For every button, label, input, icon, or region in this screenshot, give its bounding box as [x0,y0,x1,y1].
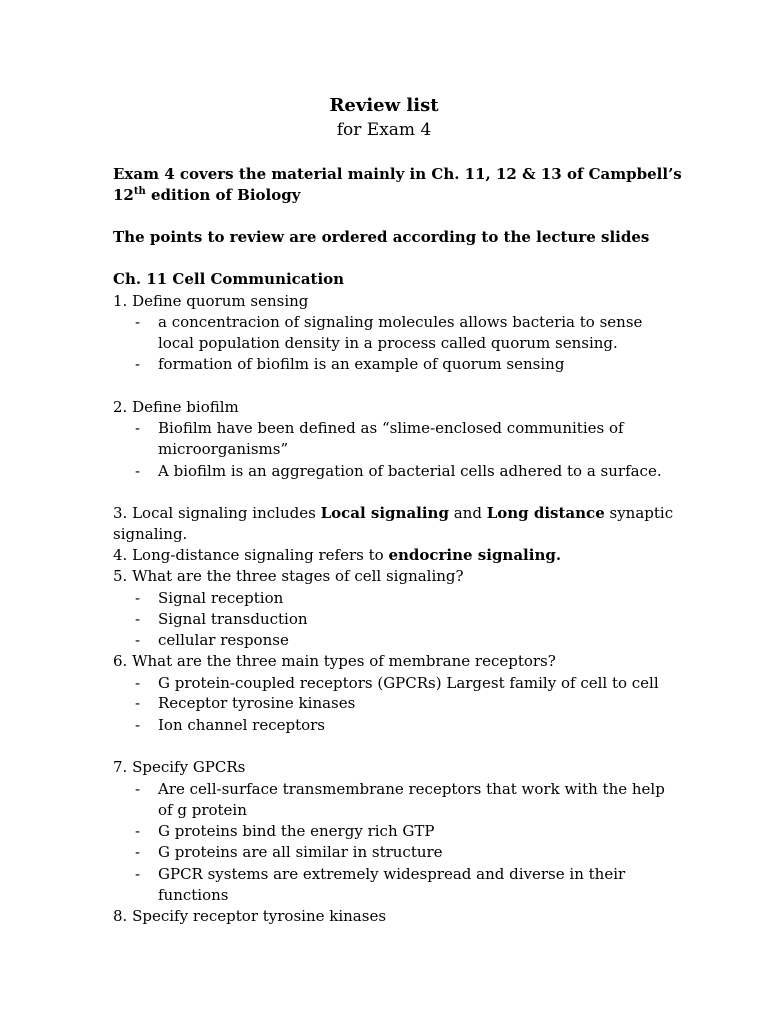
question-2-title: 2. Define biofilm [113,398,239,416]
q7-bullet-1-line-1: Are cell-surface transmembrane receptors that work with the help [158,780,665,798]
q6-bullet-2: Receptor tyrosine kinases [158,694,356,712]
edition-number: 12 [113,186,134,204]
question-3-line-1 [113,503,673,524]
edition-suffix: th [133,186,146,197]
q2-bullet-2: A biofilm is an aggregation of bacterial cells adhered to a surface. [158,462,662,480]
q4-bold-endocrine: endocrine signaling. [388,546,562,564]
q2-bullet-1-line-1: Biofilm have been defined as “slime-enclosed communities of [158,419,624,437]
question-7-title: 7. Specify GPCRs [113,758,246,776]
q7-bullet-1-line-2: of g protein [158,801,247,819]
question-3-line-2: signaling. [113,525,188,543]
document-subtitle: for Exam 4 [336,120,432,140]
q7-bullet-4-line-2: functions [158,886,229,904]
q1-bullet-2: formation of biofilm is an example of quorum sensing [158,355,565,373]
bullet-dash: - [135,419,141,437]
q3-bold-local: Local signaling [320,504,449,522]
edition-rest: edition of Biology [145,186,301,204]
q7-bullet-4-line-1: GPCR systems are extremely widespread and diverse in their [158,865,626,883]
question-6-title: 6. What are the three main types of membrane receptors? [113,652,556,670]
q6-bullet-3: Ion channel receptors [158,716,326,734]
bullet-dash: - [135,865,141,883]
q5-bullet-3: cellular response [158,631,289,649]
question-8-title: 8. Specify receptor tyrosine kinases [113,907,387,925]
intro-line-1: Exam 4 covers the material mainly in Ch. 11, 12 & 13 of Campbell’s [113,165,682,183]
bullet-dash: - [135,355,141,373]
bullet-dash: - [135,631,141,649]
q1-bullet-1-line-2: local population density in a process called quorum sensing. [158,334,618,352]
q5-bullet-1: Signal reception [158,589,284,607]
bullet-dash: - [135,843,141,861]
q1-bullet-1-line-1: a concentracion of signaling molecules allows bacteria to sense [158,313,643,331]
question-1-title: 1. Define quorum sensing [113,292,309,310]
bullet-dash: - [135,462,141,480]
order-note: The points to review are ordered according to the lecture slides [113,228,650,246]
q4-text-pre: 4. Long-distance signaling refers to [113,546,389,564]
bullet-dash: - [135,674,141,692]
document-title: Review list [329,95,439,116]
q6-bullet-1: G protein-coupled receptors (GPCRs) Largest family of cell to cell [158,674,659,692]
intro-line-2 [113,185,300,206]
bullet-dash: - [135,780,141,798]
q7-bullet-3: G proteins are all similar in structure [158,843,443,861]
question-5-title: 5. What are the three stages of cell signaling? [113,567,464,585]
q2-bullet-1-line-2: microorganisms” [158,440,289,458]
q5-bullet-2: Signal transduction [158,610,308,628]
bullet-dash: - [135,610,141,628]
bullet-dash: - [135,716,141,734]
bullet-dash: - [135,313,141,331]
bullet-dash: - [135,822,141,840]
chapter-heading: Ch. 11 Cell Communication [113,270,345,288]
q7-bullet-2: G proteins bind the energy rich GTP [158,822,435,840]
q3-text-mid: and [448,504,487,522]
q3-text-pre: 3. Local signaling includes [113,504,321,522]
bullet-dash: - [135,694,141,712]
q3-bold-long-distance: Long distance [486,504,605,522]
question-4 [113,545,561,566]
q3-text-post: synaptic [604,504,674,522]
bullet-dash: - [135,589,141,607]
